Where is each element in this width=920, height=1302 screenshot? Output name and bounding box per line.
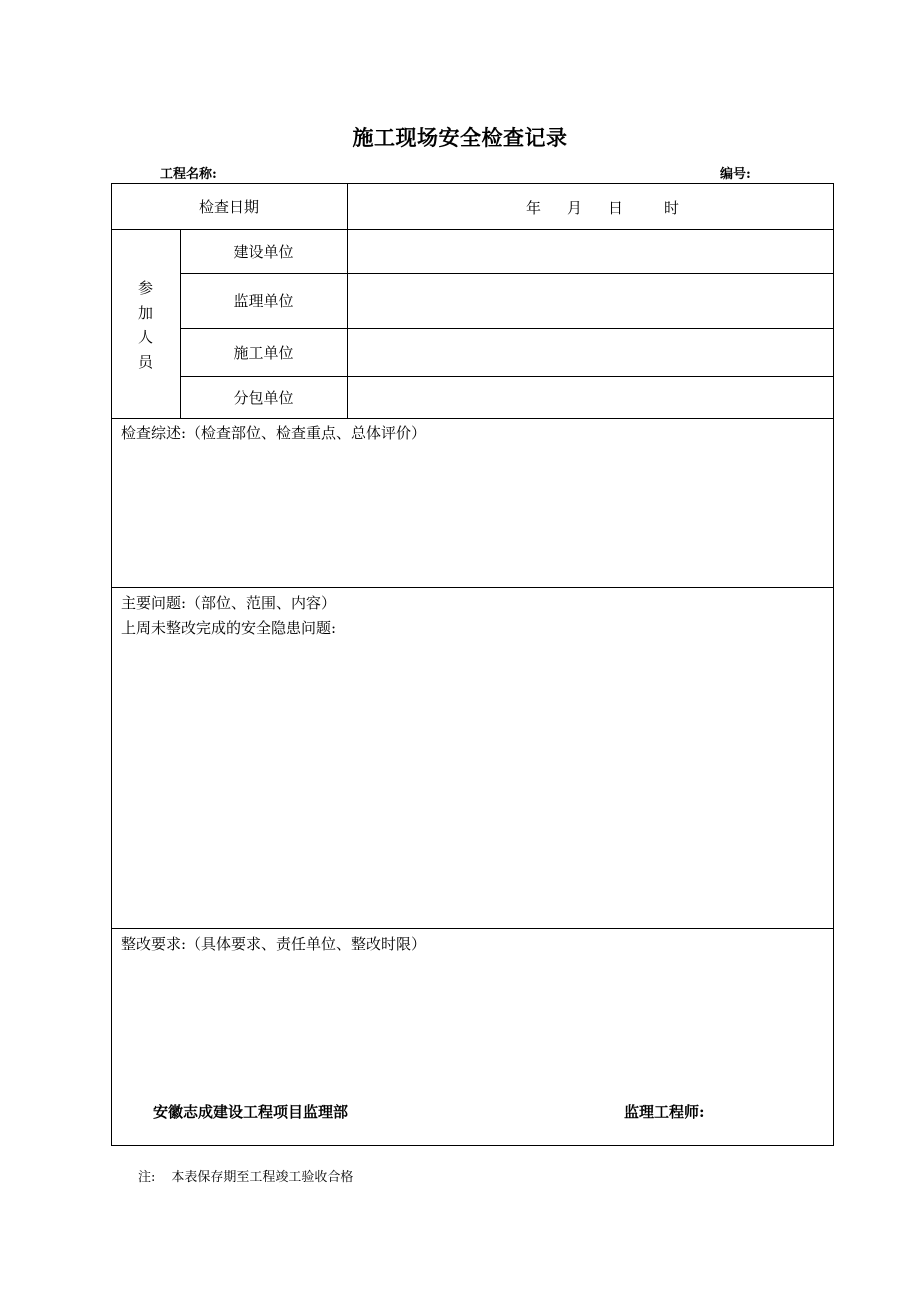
issues-unresolved-label: 上周未整改完成的安全隐患问题: (121, 619, 337, 637)
unit-label-supervision: 监理单位 (233, 292, 294, 310)
participants-char: 加 (137, 303, 153, 322)
rectify-section-label: 整改要求:（具体要求、责任单位、整改时限） (121, 935, 427, 953)
participants-label (111, 276, 180, 374)
check-date-label: 检查日期 (198, 197, 259, 216)
unit-label-subcontractor: 分包单位 (233, 388, 294, 407)
date-year-label: 年 (526, 199, 542, 217)
date-month-label: 月 (567, 199, 583, 217)
footer-note-prefix: 注: (138, 1170, 156, 1185)
signature-organization: 安徽志成建设工程项目监理部 (153, 1103, 349, 1121)
col-divider-main (347, 183, 348, 419)
unit-label-construction-owner: 建设单位 (233, 242, 294, 261)
footer-note (138, 1166, 353, 1185)
row-divider-issues (111, 928, 834, 929)
row-divider-summary (111, 587, 834, 588)
participants-char: 人 (137, 328, 153, 346)
project-name-label: 工程名称: (160, 167, 217, 182)
signature-engineer-label: 监理工程师: (624, 1103, 705, 1121)
date-hour-label: 时 (664, 199, 680, 217)
footer-note-text: 本表保存期至工程竣工验收合格 (171, 1170, 354, 1185)
participants-char: 员 (137, 352, 153, 371)
date-day-label: 日 (608, 199, 624, 217)
row-divider-participants (111, 418, 834, 419)
issues-section-label: 主要问题:（部位、范围、内容） (121, 594, 337, 612)
summary-section-label: 检查综述:（检查部位、检查重点、总体评价） (121, 424, 427, 442)
page-title: 施工现场安全检查记录 (352, 125, 568, 150)
unit-label-contractor: 施工单位 (233, 343, 294, 362)
participants-char: 参 (137, 279, 153, 297)
serial-number-label: 编号: (720, 167, 751, 182)
